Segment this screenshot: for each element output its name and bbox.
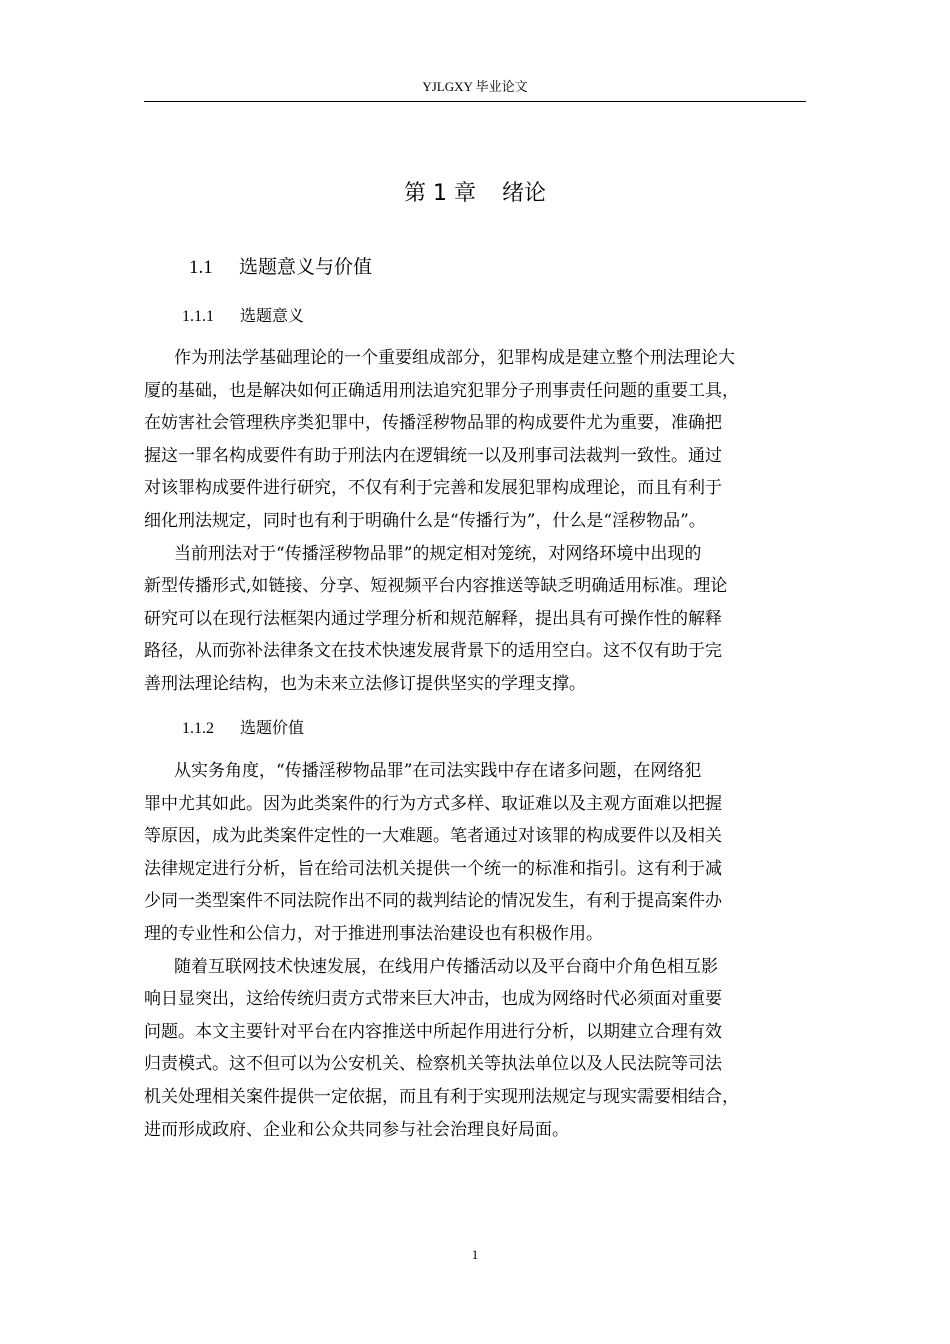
paragraph-line: 对该罪构成要件进行研究，不仅有利于完善和发展犯罪构成理论，而且有利于: [144, 478, 722, 499]
paragraph-line: 厦的基础，也是解决如何正确适用刑法追究犯罪分子刑事责任问题的重要工具，: [144, 380, 739, 401]
paragraph-line: 法律规定进行分析，旨在给司法机关提供一个统一的标准和指引。这有利于减: [144, 858, 722, 879]
subsection-number: 1.1.1: [182, 308, 214, 325]
paragraph-line: 新型传播形式,如链接、分享、短视频平台内容推送等缺乏明确适用标准。理论: [144, 576, 728, 597]
chapter-number: 第 1 章: [404, 181, 476, 206]
paragraph-line: 等原因，成为此类案件定性的一大难题。笔者通过对该罪的构成要件以及相关: [144, 826, 722, 847]
chapter-title: [144, 178, 806, 210]
paragraph-line: 善刑法理论结构，也为未来立法修订提供坚实的学理支撑。: [144, 673, 586, 694]
header-rule: [144, 101, 806, 102]
paragraph-line: 机关处理相关案件提供一定依据，而且有利于实现刑法规定与现实需要相结合，: [144, 1086, 739, 1107]
paragraph-line: 响日显突出，这给传统归责方式带来巨大冲击，也成为网络时代必须面对重要: [144, 989, 722, 1010]
paragraph-line: 理的专业性和公信力，对于推进刑事法治建设也有积极作用。: [144, 923, 603, 944]
running-header: YJLGXY 毕业论文: [422, 79, 528, 94]
paragraph-line: 进而形成政府、企业和公众共同参与社会治理良好局面。: [144, 1119, 569, 1140]
section-name: 选题意义与价值: [239, 256, 373, 278]
subsection-body-1: [144, 342, 818, 701]
subsection-heading-2: [182, 716, 304, 741]
subsection-number: 1.1.2: [182, 720, 214, 737]
paragraph-line: 从实务角度，“传播淫秽物品罪”在司法实践中存在诸多问题，在网络犯: [174, 761, 702, 781]
subsection-name: 选题意义: [240, 306, 305, 325]
paragraph-line: 在妨害社会管理秩序类犯罪中，传播淫秽物品罪的构成要件尤为重要，准确把: [144, 413, 722, 434]
paragraph-line: 细化刑法规定，同时也有利于明确什么是“传播行为”，什么是“淫秽物品”。: [144, 510, 706, 531]
paragraph-line: 作为刑法学基础理论的一个重要组成部分，犯罪构成是建立整个刑法理论大: [174, 348, 735, 368]
section-heading: [189, 253, 372, 282]
paragraph-line: 归责模式。这不但可以为公安机关、检察机关等执法单位以及人民法院等司法: [144, 1054, 722, 1075]
chapter-name: 绪论: [501, 181, 546, 206]
subsection-body-2: [144, 755, 818, 1146]
subsection-heading-1: [182, 304, 304, 329]
paragraph-line: 路径，从而弥补法律条文在技术快速发展背景下的适用空白。这不仅有助于完: [144, 641, 722, 662]
page-number: 1: [471, 1247, 479, 1262]
paragraph-line: 随着互联网技术快速发展，在线用户传播活动以及平台商中介角色相互影: [174, 956, 718, 977]
paragraph-line: 问题。本文主要针对平台在内容推送中所起作用进行分析，以期建立合理有效: [144, 1021, 722, 1042]
paragraph-line: 罪中尤其如此。因为此类案件的行为方式多样、取证难以及主观方面难以把握: [144, 793, 722, 814]
paragraph-line: 少同一类型案件不同法院作出不同的裁判结论的情况发生，有利于提高案件办: [144, 891, 722, 912]
paragraph-line: 研究可以在现行法框架内通过学理分析和规范解释，提出具有可操作性的解释: [144, 608, 722, 629]
paragraph-line: 当前刑法对于“传播淫秽物品罪”的规定相对笼统，对网络环境中出现的: [174, 543, 702, 564]
paragraph-line: 握这一罪名构成要件有助于刑法内在逻辑统一以及刑事司法裁判一致性。通过: [144, 445, 722, 466]
section-number: 1.1: [189, 257, 213, 278]
subsection-name: 选题价值: [240, 718, 305, 737]
